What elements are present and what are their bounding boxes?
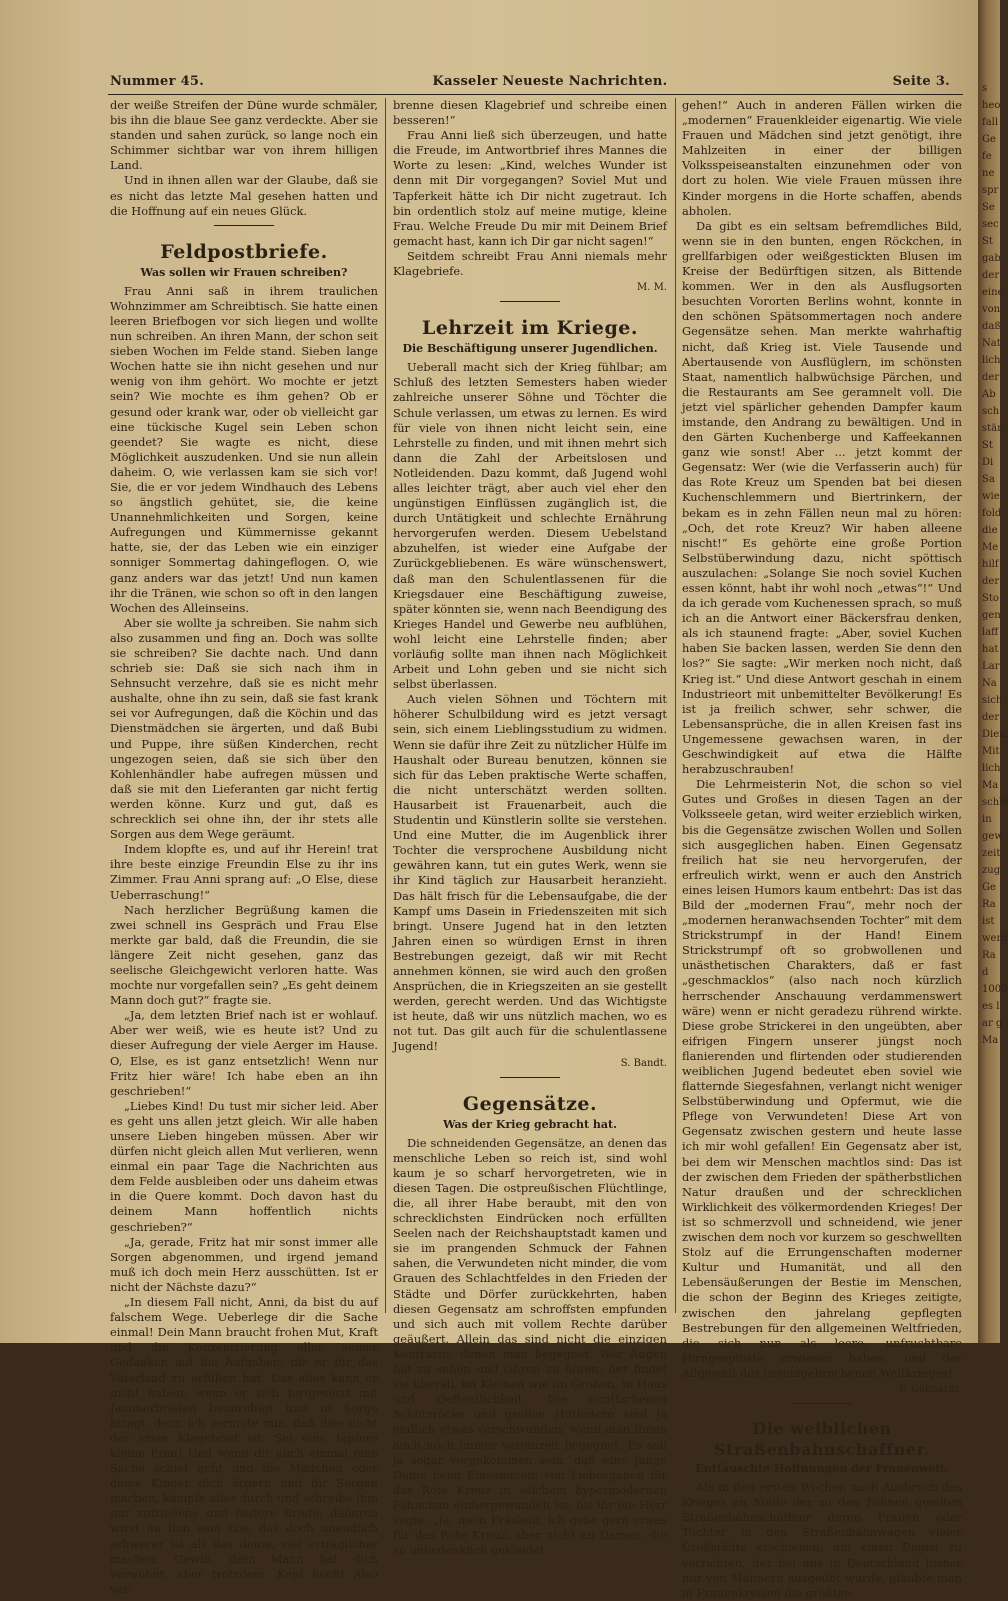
edge-fragment: es l xyxy=(982,1001,1000,1012)
paragraph: Da gibt es ein seltsam befremdliches Bild, wenn sie in den bunten, engen Röckchen, in grellfarbigen oder weißgestickten Blusen im Kreise der Bedürftigen sitzen, als Bittende kommen. Wer in den als Ausflugsorten besuchten Vororten Berlins wohnt, konnte in den schönen Spätsommertagen noch andere Gegensätze sehen. Man merkte wahrhaftig nicht, daß Krieg ist. Viele Tausende und Abertausende von Ausflüglern, im schönsten Staat, namentlich halbwüchsige Pärchen, und die Restaurants am See geramnelt voll. Die jetzt viel spärlicher gehenden Dampfer kaum imstande, den Andrang zu bewältigen. Und in den Gärten Kuchenberge und Kaffeekannen ganz wie sonst! Aber ... jetzt kommt der Gegensatz: Wer (wie die Verfasserin auch) für das Rote Kreuz um Spenden bat bei diesen Kuchenschlemmern und Biertrinkern, der bekam es in zehn Fällen neun mal zu hören: „Och, det rote Kreuz? Wir haben alleene nischt!“ Es gehörte eine große Portion Selbstüberwindung dazu, nicht spöttisch auszulachen: „Solange Sie noch soviel Kuchen essen könnt, habt ihr wohl noch „etwas“!“ Und da ich gerade vom Kuchenessen sprach, so muß ich an die Antwort einer Bäckersfrau denken, als ich staunend fragte: „Aber, soviel Kuchen haben Sie backen lassen, werden Sie denn den los?“ Sie sagte: „Wir merken noch nicht, daß Krieg ist.“ Und diese Antwort geschah in einem Industrieort mit unbemittelter Bevölkerung! Es ist ja freilich schwer, sehr schwer, die Lebensansprüche, die in allen Kreisen fast ins Ungemessene gewachsen waren, in der Geschwindigkeit auf etwa die Hälfte herabzuschrauben! xyxy=(682,218,962,777)
edge-fragment: Ge xyxy=(982,134,996,145)
edge-fragment: ar g xyxy=(982,1018,1003,1029)
edge-fragment: Se xyxy=(982,202,995,213)
edge-fragment: schle xyxy=(982,797,1008,808)
paragraph: der weiße Streifen der Düne wurde schmäler, bis ihn die blaue See ganz verdeckte. Aber sie standen und sahen zurück, so lange noch ein Schimmer sichtbar war von ihrem hilligen Land. xyxy=(110,98,378,173)
next-page-edge xyxy=(978,0,1008,1343)
edge-fragment: Nat xyxy=(982,338,1001,349)
edge-fragment: sec xyxy=(982,219,999,230)
article-subheadline: Enttäuschte Hoffnungen der Frauenwelt. xyxy=(695,1462,949,1476)
edge-fragment: Di xyxy=(982,457,994,468)
paragraph: Als in den ersten Wochen nach Ausbruch des Krieges an Stelle der zu den Fahnen geeilten Straßenbahnschaffner deren Frauen oder Töchter in den Straßenbahnwagen vieler Großstädte erschienen, um einen Dienst zu verrichten, der bei uns in Deutschland bisher nur von Männern ausgeübt wurde, glaubte man in Frauenkreisen die größten xyxy=(682,1480,962,1600)
edge-fragment: werd xyxy=(982,933,1008,944)
edge-fragment: Na xyxy=(982,678,997,689)
edge-fragment: d xyxy=(982,967,989,978)
article-headline: Gegensätze. xyxy=(462,1092,598,1115)
paragraph: Indem klopfte es, und auf ihr Herein! trat ihre beste einzige Freundin Else zu ihr ins Zimmer. Frau Anni sprang auf: „O Else, diese Ueberraschung!“ xyxy=(110,842,378,902)
edge-fragment: eine xyxy=(982,287,1004,298)
author-signature: F. Gebhardt. xyxy=(899,1383,962,1395)
paragraph: Die schneidenden Gegensätze, an denen das menschliche Leben so reich ist, sind wohl kaum je so scharf hervorgetreten, wie in diesen Tagen. Die ostpreußischen Flüchtlinge, die, all ihrer Habe beraubt, mit den von schrecklichsten Eindrücken noch erfüllten Seelen nach der Reichshauptstadt kamen und sie im prangenden Schmuck der Fahnen sahen, die Verwundeten nicht minder, die vom Grauen des Schlachtfeldes in den Frieden der Städte und Dörfer zurückkehrten, haben diesen Gegensatz am schroffsten empfunden und sich auch mit vollem Rechte darüber geäußert. Allein das sind nicht die einzigen Kontraste, denen man begegnet. Wer Augen hat zu sehen und Ohren zu hören, der findet sie überall, im Kleinen wie im Großen, in Haus und Oeffentlichkeit. Die buntfarbenen Schlitzröcke und grellen Hutfedern sind ja endlich etwas verschwunden, wenn man ihnen auch noch immer vereinzelt begegnet. Es soll ja sogar vorgekommen sein, daß eine junge Dame beim Einsammeln von Liebesgaben für das Rote Kreuz in solchem hypermodernen Fähnchen einhergewandelt ist, bis ihr ein Herr sagte: „Ja, mein Fräulein, ich gebe gern etwas für das Rote Kreuz, aber nicht an Damen, die so unbedenklich gekleidet xyxy=(393,1135,667,1558)
page-number: Seite 3. xyxy=(892,74,950,89)
paragraph: gehen!“ Auch in anderen Fällen wirken die „modernen“ Frauenkleider eigenartig. Wie viele Frauen und Mädchen sind jetzt genötigt, ihre Mahlzeiten in einer der billigen Volksspeiseanstalten einzunehmen oder von dort zu holen. Wie viele Frauen müssen ihre Kinder morgens in die Horte schaffen, abends abholen. xyxy=(682,98,962,218)
edge-fragment: s xyxy=(982,83,988,94)
paragraph: Frau Anni saß in ihrem traulichen Wohnzimmer am Schreibtisch. Sie hatte einen leeren Briefbogen vor sich liegen und wollte nun schreiben. An ihren Mann, der schon seit sieben Wochen im Felde stand. Sieben lange Wochen hatte sie ihn nicht gesehen und nur wenig von ihm gehört. Wo mochte er jetzt sein? Wie mochte es ihm gehen? Ob er gesund oder krank war, oder ob vielleicht gar eine tückische Kugel sein Leben schon geendet? Sie wagte es nicht, diese Möglichkeit auszudenken. Und sie nun allein daheim. O, wie verlassen kam sie sich vor! Sie, die er vor jedem Windhauch des Lebens so ängstlich gehütet, sie, die keine Unannehmlichkeiten und Sorgen, keine Aufregungen und Kümmernisse gekannt hatte, sie, der das Leben wie ein einziger sonniger Sommertag dahingeflogen. O, wie ganz anders war das jetzt! Und nun kamen ihr die Tränen, wie schon so oft in den langen Wochen des Alleinseins. xyxy=(110,283,378,615)
next-page-text-fragments xyxy=(982,0,1008,1423)
author-signature: M. M. xyxy=(636,282,667,294)
paragraph: Auch vielen Söhnen und Töchtern mit höherer Schulbildung wird es jetzt versagt sein, sich einem Lieblingsstudium zu widmen. Wenn sie dafür ihre Zeit zu nützlicher Hülfe im Haushalt oder Bureau benutzen, können sie sich für das Leben praktische Werte schaffen, die nicht unterschätzt werden sollten. Hausarbeit ist Frauenarbeit, auch die Studentin und Künstlerin sollte sie verstehen. Und eine Mutter, die im Augenblick ihrer Tochter die versprochene Ausbildung nicht gewähren kann, tut ein gutes Werk, wenn sie ihr Kind täglich zur Hausarbeit heranzieht. Das hält frisch für die Lebensaufgabe, die der Kampf ums Dasein in Friedenszeiten mit sich bringt. Unsere Jugend hat in den letzten Jahren einen so würdigen Ernst in ihren Bestrebungen gezeigt, daß wir mit Recht annehmen können, sie wird auch den großen Ansprüchen, die in Kriegszeiten an sie gestellt werden, gerecht werden. Und das Wichtigste ist heute, daß wir uns nützlich machen, wo es not tut. Das gilt auch für die schulentlassene Jugend! xyxy=(393,692,667,1054)
edge-fragment: Ra xyxy=(982,899,996,910)
paragraph: brenne diesen Klagebrief und schreibe einen besseren!“ xyxy=(393,98,667,128)
article-subheadline: Was sollen wir Frauen schreiben? xyxy=(140,265,348,279)
paragraph: Und in ihnen allen war der Glaube, daß sie es nicht das letzte Mal gesehen hatten und die Hoffnung auf ein neues Glück. xyxy=(110,173,378,218)
header-rule xyxy=(108,94,963,95)
article-subheadline: Was der Krieg gebracht hat. xyxy=(443,1117,617,1131)
edge-fragment: St xyxy=(982,236,993,247)
edge-fragment: der xyxy=(982,372,1000,383)
edge-fragment: Me xyxy=(982,542,999,553)
edge-fragment: Ma xyxy=(982,1035,999,1046)
edge-fragment: Mit xyxy=(982,746,1000,757)
paragraph: „Ja, dem letzten Brief nach ist er wohlauf. Aber wer weiß, wie es heute ist? Und zu dieser Aufregung der viele Aerger im Hause. O, Else, es ist ganz entsetzlich! Wenn nur Fritz hier wäre! Ich habe eben an ihn geschrieben!“ xyxy=(110,1008,378,1098)
paragraph: Nach herzlicher Begrüßung kamen die zwei schnell ins Gespräch und Frau Else merkte gar bald, daß die Freundin, die sie längere Zeit nicht gesehen, ganz das seelische Gleichgewicht verloren hatte. Was mochte nur vorgefallen sein? „Es geht deinem Mann doch gut?“ fragte sie. xyxy=(110,902,378,1008)
paragraph: Ueberall macht sich der Krieg fühlbar; am Schluß des letzten Semesters haben wieder zahlreiche unserer Söhne und Töchter die Schule verlassen, um etwas zu lernen. Es wird für viele von ihnen nicht leicht sein, eine Lehrstelle zu finden, und mit ihnen mehrt sich dann die Zahl der Arbeitslosen und Notleidenden. Dazu kommt, daß Jugend wohl alles leichter trägt, aber auch viel eher den ungünstigen Einflüssen zugänglich ist, die durch Untätigkeit und schlechte Ernährung hervorgerufen werden. Diesem Uebelstand abzuhelfen, ist wieder eine Aufgabe der Zurückgebliebenen. Es wäre wünschenswert, daß man den Schulentlassenen für die Kriegsdauer eine Beschäftigung zuweise, später könnten sie, wenn nach Beendigung des Krieges Handel und Gewerbe neu aufblühen, wohl leicht eine Lehrstelle finden; aber vorläufig sollte man ihnen nach Möglichkeit Arbeit und Lohn geben und sie nicht sich selbst überlassen. xyxy=(393,360,667,692)
edge-fragment: zug xyxy=(982,865,1001,876)
column-rule-1 xyxy=(385,98,386,1313)
edge-fragment: gab xyxy=(982,253,1001,264)
edge-fragment: die xyxy=(982,525,998,536)
edge-fragment: ist xyxy=(982,916,995,927)
column-1 xyxy=(110,98,378,1596)
edge-fragment: der xyxy=(982,576,1000,587)
edge-fragment: Ge xyxy=(982,882,996,893)
edge-fragment: sch xyxy=(982,406,1000,417)
edge-fragment: laff xyxy=(982,627,999,638)
edge-fragment: lich xyxy=(982,763,1001,774)
edge-fragment: Ra xyxy=(982,950,996,961)
separator-rule xyxy=(500,301,560,302)
edge-fragment: Dien xyxy=(982,729,1006,740)
article-headline: Die weiblichen Straßenbahnschaffner. xyxy=(714,1419,930,1460)
separator-rule xyxy=(214,225,274,226)
edge-fragment: Sto xyxy=(982,593,999,604)
edge-fragment: stän xyxy=(982,423,1004,434)
edge-fragment: fe xyxy=(982,151,992,162)
issue-number: Nummer 45. xyxy=(110,74,205,89)
article-headline: Feldpostbriefe. xyxy=(160,240,328,263)
newspaper-title: Kasseler Neueste Nachrichten. xyxy=(432,74,668,89)
edge-fragment: zeit xyxy=(982,848,1001,859)
separator-rule xyxy=(500,1077,560,1078)
edge-fragment: fold xyxy=(982,508,1002,519)
column-3 xyxy=(682,98,962,1600)
edge-fragment: spr xyxy=(982,185,999,196)
edge-fragment: der xyxy=(982,270,1000,281)
edge-fragment: heo xyxy=(982,100,1001,111)
edge-fragment: wie xyxy=(982,491,1000,502)
edge-fragment: in xyxy=(982,814,992,825)
paragraph: „In diesem Fall nicht, Anni, da bist du auf falschem Wege. Ueberlege dir die Sache einmal! Dein Mann braucht frohen Mut, Kraft und die Konzentrierung aller seiner Gedanken auf die Aufgaben, die er für das Vaterland zu erfüllen hat. Das alles kann er nicht haben, wenn er sich fortgesetzt mit Jammerbriefen beunruhigt und in Sorge bringt, denn ich vermute nun, daß dies nicht der erste Klagebrief ist. Sei eine tapfere kleine Frau! Und wenn dir auch einmal eine Sache schief geht und die Mädchen oder deine Kinder dich ärgern und dir Sorgen machen, kämpfe alles durch und schreibe ihm nur zufriedene und heitere Briefe; dadurch wirst du ihm sein Los, das doch unendlich schwerer ist als das deine, viel erträglicher machen. Gewiß, dein Mann hat dich verwöhnt, aber trotzdem: Kopf hoch! Also ver- xyxy=(110,1295,378,1596)
edge-fragment: Ma xyxy=(982,780,999,791)
edge-fragment: Sa xyxy=(982,474,995,485)
article-headline: Lehrzeit im Kriege. xyxy=(421,317,638,340)
edge-fragment: von xyxy=(982,304,1001,315)
edge-fragment: hat xyxy=(982,644,999,655)
edge-fragment: Ab xyxy=(982,389,996,400)
edge-fragment: der xyxy=(982,712,1000,723)
column-rule-2 xyxy=(675,98,676,1313)
edge-fragment: lich xyxy=(982,355,1001,366)
column-2 xyxy=(393,98,667,1558)
edge-fragment: daß xyxy=(982,321,1002,332)
separator-rule xyxy=(792,1403,852,1404)
edge-fragment: gen xyxy=(982,610,1001,621)
edge-fragment: gew xyxy=(982,831,1003,842)
paragraph: „Ja, gerade, Fritz hat mir sonst immer alle Sorgen abgenommen, und irgend jemand muß ich doch mein Herz ausschütten. Ist er nicht der Nächste dazu?“ xyxy=(110,1234,378,1294)
paragraph: Seitdem schreibt Frau Anni niemals mehr Klagebriefe. xyxy=(393,248,667,279)
paragraph: Die Lehrmeisterin Not, die schon so viel Gutes und Großes in diesen Tagen an der Volksseele getan, wird weiter erzieblich wirken, bis die Gegensätze zwischen Wollen und Sollen sich ausgeglichen haben. Einen Gegensatz freilich hat sie neu hervorgerufen, der erfreulich wirkt, wenn er auch den Anstrich eines leisen Humors kaum entbehrt: Das ist das Bild der „modernen Frau“, mehr noch der „modernen heranwachsenden Tochter“ mit dem Strickstrumpf in der Hand! Einem Strickstrumpf oft so grobwollenen und unästhetischen Charakters, daß er fast „geschmacklos“ (also nach noch kürzlich herrschender Anschauung verdammenswert wäre) wenn er nicht geradezu rührend wirkte. Diese grobe Strickerei in den ungeübten, aber eifrigen Fingern unserer jüngst noch flanierenden und flirtenden oder studierenden weiblichen Jugend bedeutet eben soviel wie flatternde Siegesfahnen, verlangt nicht weniger Selbstüberwindung und Opfermut, wie die Pflege von Verwundeten! Diese Art von Gegensatz zwischen gestern und heute lasse ich mir wohl gefallen! Ein Gegensatz aber ist, bei dem wir Menschen machtlos sind: Das ist der zwischen dem Frieden der spätherbstlichen Natur draußen und der schrecklichen Wirklichkeit des völkermordenden Krieges! Der ist so schmerzvoll und schneidend, wie jener zwischen dem noch vor kurzem so geschwellten Stolz auf die Errungenschaften moderner Kultur und Humanität, und all den Lebensäußerungen der Bestie im Menschen, die schon der Beginn des Krieges zeitigte, zwischen den jahrelang gepflegten Bestrebungen für den allgemeinen Weltfrieden, die sich nun als leere, unfruchtbare Hirngespinste erwiesen haben, und der Allgewalt des hereingebrochenen Weltkrieges! xyxy=(682,777,962,1380)
article-subheadline: Die Beschäftigung unserer Jugendlichen. xyxy=(402,342,658,356)
edge-fragment: fall xyxy=(982,117,999,128)
edge-fragment: 1000 xyxy=(982,984,1008,995)
paragraph: Aber sie wollte ja schreiben. Sie nahm sich also zusammen und fing an. Doch was sollte sie schreiben? Sie dachte nach. Und dann schrieb sie: Daß sie sich nach ihm in Sehnsucht verzehre, daß sie es nicht mehr aushalte, ohne ihn zu sein, daß sie fast krank sei vor Aufregungen, daß die Köchin und das Dienstmädchen sie ärgerten, und daß Bubi und Puppe, ihre süßen Kinderchen, recht ungezogen seien, daß sie sich über den Kohlenhändler habe aufregen müssen und daß sie mit den Lieferanten gar nicht fertig werden könne. Kurz und gut, daß es schrecklich sei ohne ihn, der ihr stets alle Sorgen aus dem Wege geräumt. xyxy=(110,615,378,842)
edge-fragment: sich xyxy=(982,695,1003,706)
edge-fragment: St xyxy=(982,440,993,451)
edge-fragment: hilf xyxy=(982,559,999,570)
paragraph: „Liebes Kind! Du tust mir sicher leid. Aber es geht uns allen jetzt gleich. Wir alle haben unsere Lieben hingeben müssen. Aber wir dürfen nicht gleich allen Mut verlieren, wenn einmal ein paar Tage die Nachrichten aus dem Felde ausbleiben oder uns daheim etwas in die Quere kommt. Doch davon hast du deinem Mann hoffentlich nichts geschrieben?“ xyxy=(110,1098,378,1234)
edge-fragment: ne xyxy=(982,168,995,179)
page-header xyxy=(110,70,960,92)
paragraph: Frau Anni ließ sich überzeugen, und hatte die Freude, im Antwortbrief ihres Mannes die Worte zu lesen: „Kind, welches Wunder ist denn mit Dir vorgegangen? Soviel Mut und Tapferkeit hätte ich Dir nicht zugetraut. Ich bin ordentlich stolz auf meine mutige, kleine Frau. Welche Freude Du mir mit Deinem Brief gemacht hast, kann ich Dir gar nicht sagen!“ xyxy=(393,128,667,248)
edge-fragment: Lar xyxy=(982,661,1000,672)
author-signature: S. Bandt. xyxy=(620,1057,667,1069)
